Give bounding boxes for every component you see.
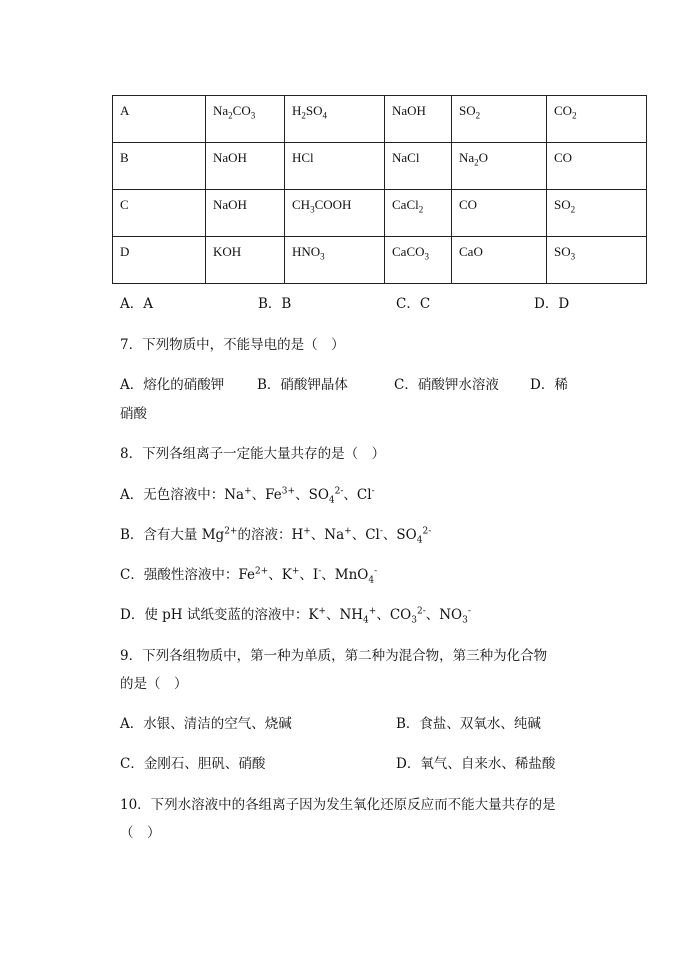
q10-stem-line1: 10．下列水溶液中的各组离子因为发生氧化还原反应而不能大量共存的是 bbox=[120, 797, 556, 813]
table-cell: $Na_2O$ bbox=[452, 143, 547, 190]
q7-option-c: C．硝酸钾水溶液 bbox=[394, 377, 499, 393]
q9-option-a: A．水银、清洁的空气、烧碱 bbox=[120, 716, 292, 732]
table-row-label: A bbox=[113, 96, 206, 143]
q9-stem-line2: 的是（ ） bbox=[120, 676, 188, 692]
table-cell: NaOH bbox=[206, 190, 285, 237]
q9-stem-line1: 9．下列各组物质中，第一种为单质，第二种为混合物，第三种为化合物 bbox=[120, 648, 548, 664]
table-cell: NaOH bbox=[206, 143, 285, 190]
table-row-label: C bbox=[113, 190, 206, 237]
table-cell: CaCO$_3$ bbox=[385, 237, 452, 284]
q6-option-b: B．B bbox=[258, 296, 292, 312]
q6-option-a: A．A bbox=[120, 296, 153, 312]
table-row bbox=[113, 190, 647, 237]
table-row bbox=[113, 143, 647, 190]
q6-option-c: C．C bbox=[396, 296, 431, 312]
table-cell: $SO_3$ bbox=[547, 237, 647, 284]
q6-option-d: D．D bbox=[534, 296, 570, 312]
table-cell: $CH_3COOH$ bbox=[285, 190, 385, 237]
table-row-label: B bbox=[113, 143, 206, 190]
q10-stem-line2: （ ） bbox=[120, 825, 161, 841]
table-cell: NaOH bbox=[385, 96, 452, 143]
q8-option-d: D．使 pH 试纸变蓝的溶液中：K+、$NH_4^+$、$CO_3^{2-}$、$NO_3^-$ bbox=[120, 606, 471, 626]
q9-option-b: B．食盐、双氧水、纯碱 bbox=[396, 716, 541, 732]
q8-option-a: A．无色溶液中：Na+、$Fe^{3+}$、$SO_4^{2-}$、Cl- bbox=[120, 486, 375, 506]
q9-option-d: D．氧气、自来水、稀盐酸 bbox=[396, 756, 556, 772]
q7-option-a: A．熔化的硝酸钾 bbox=[120, 377, 225, 393]
table-cell: CaO bbox=[452, 237, 547, 284]
q9-option-c: C．金刚石、胆矾、硝酸 bbox=[120, 756, 266, 772]
table-cell: $HNO_3$ bbox=[285, 237, 385, 284]
table-cell: $CO_2$ bbox=[547, 96, 647, 143]
table-cell: $SO_2$ bbox=[547, 190, 647, 237]
table-cell: CaCl$_2$ bbox=[385, 190, 452, 237]
q8-stem: 8．下列各组离子一定能大量共存的是（ ） bbox=[120, 446, 386, 462]
table-row-label: D bbox=[113, 237, 206, 284]
table-cell: CO bbox=[547, 143, 647, 190]
table-cell: $H_2SO_4$ bbox=[285, 96, 385, 143]
table-cell: CO bbox=[452, 190, 547, 237]
table-cell: NaCl bbox=[385, 143, 452, 190]
table-cell: $Na_2CO_3$ bbox=[206, 96, 285, 143]
q7-option-d-wrap: 硝酸 bbox=[120, 406, 147, 422]
q8-option-b: B．含有大量 $Mg^{2+}$的溶液：H+、Na+、Cl-、$SO_4^{2-}$ bbox=[120, 526, 432, 546]
table-cell: HCl bbox=[285, 143, 385, 190]
q7-stem: 7．下列物质中，不能导电的是（ ） bbox=[120, 337, 345, 353]
q8-option-c: C．强酸性溶液中：$Fe^{2+}$、K+、I-、MnO$_4$- bbox=[120, 566, 378, 586]
table-cell: $SO_2$ bbox=[452, 96, 547, 143]
table-cell: KOH bbox=[206, 237, 285, 284]
table-row bbox=[113, 96, 647, 143]
table-row bbox=[113, 237, 647, 284]
q7-option-d: D．稀 bbox=[530, 377, 568, 393]
options-table bbox=[112, 95, 647, 284]
q7-option-b: B．硝酸钾晶体 bbox=[257, 377, 348, 393]
